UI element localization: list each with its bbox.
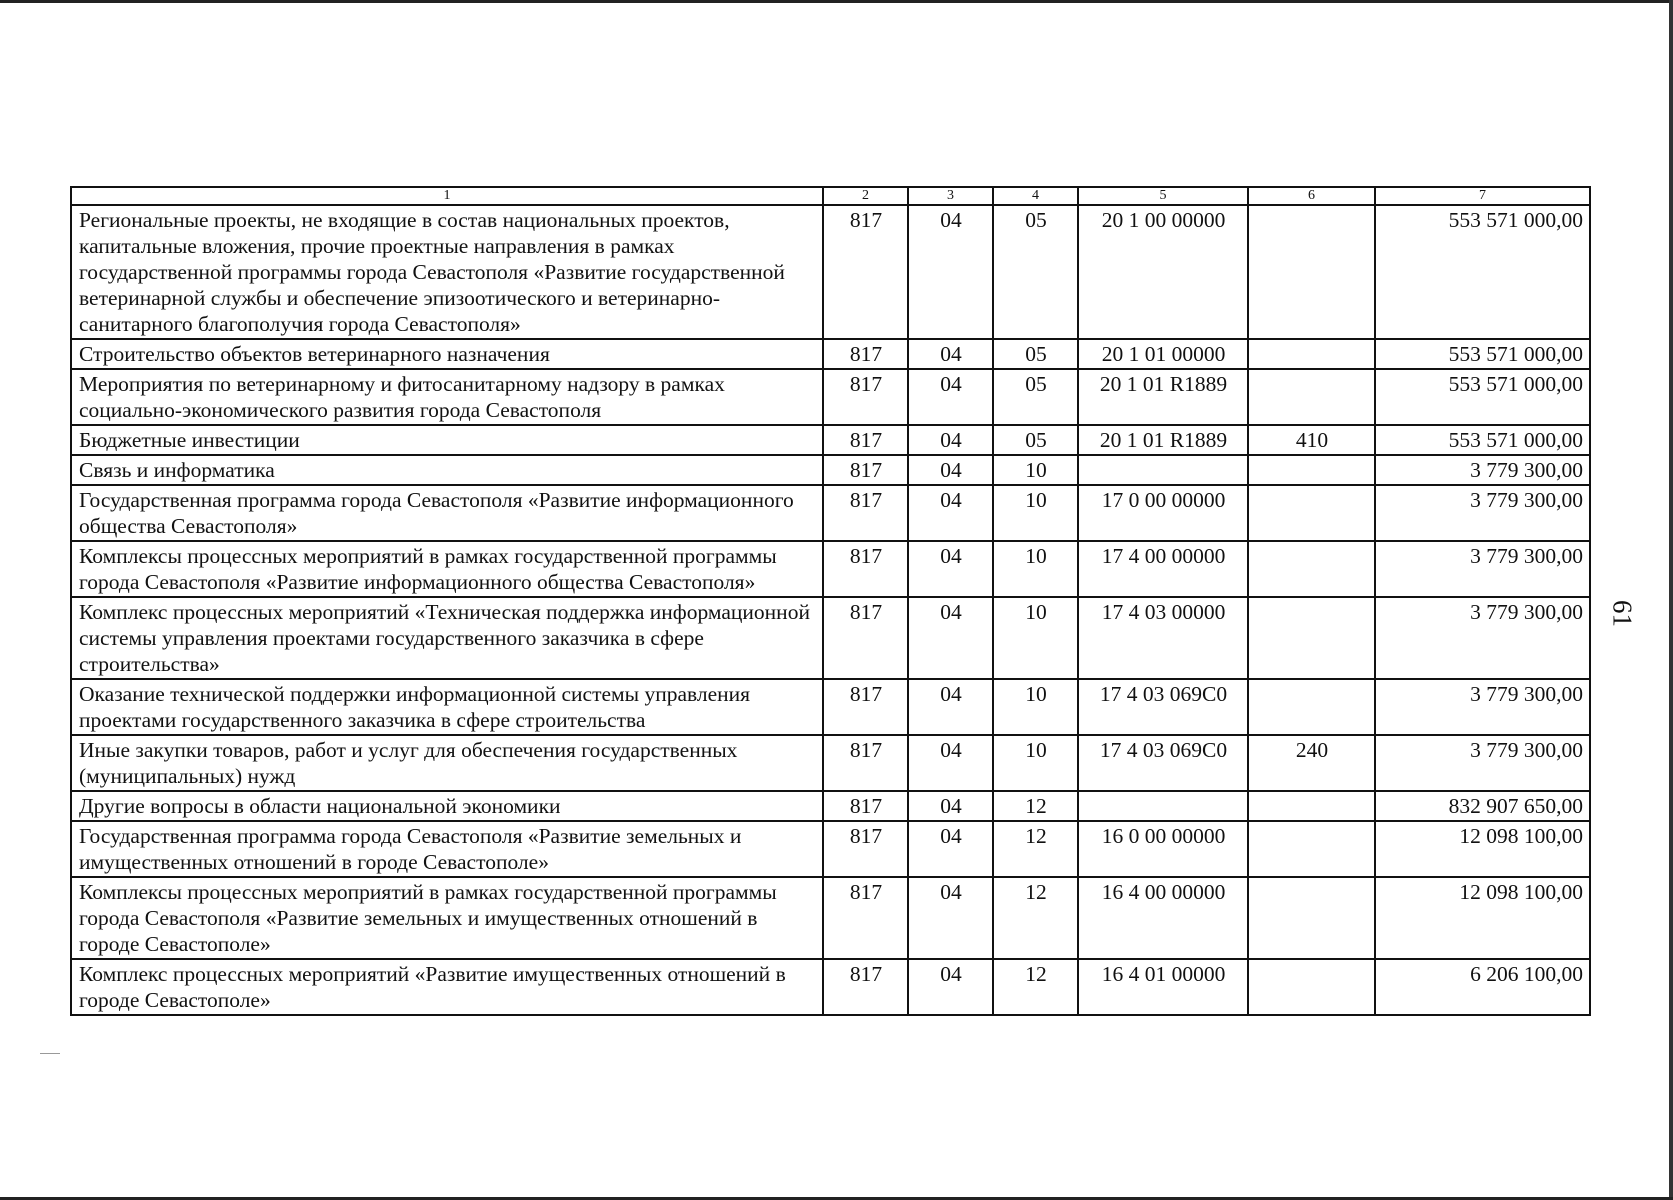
row-name-cell: Иные закупки товаров, работ и услуг для обеспечения государственных (муниципальных) нужд: [71, 735, 823, 791]
row-name-cell: Государственная программа города Севастополя «Развитие земельных и имущественных отношений в городе Севастополе»: [71, 821, 823, 877]
row-section-cell: 04: [908, 541, 993, 597]
row-section-cell: 04: [908, 205, 993, 339]
row-amount-cell: 3 779 300,00: [1375, 735, 1590, 791]
table-row: [71, 735, 1590, 791]
table-row: [71, 425, 1590, 455]
table-row: [71, 205, 1590, 339]
scan-border-right: [1669, 0, 1673, 1200]
table-row: [71, 597, 1590, 679]
scan-border-top: [0, 0, 1673, 3]
table-row: [71, 339, 1590, 369]
row-amount-cell: 3 779 300,00: [1375, 455, 1590, 485]
row-amount-cell: 3 779 300,00: [1375, 541, 1590, 597]
row-amount-cell: 553 571 000,00: [1375, 205, 1590, 339]
row-grbs-cell: 817: [823, 877, 908, 959]
column-number: 4: [993, 187, 1078, 205]
row-target-article-cell: 17 4 03 069C0: [1078, 679, 1248, 735]
row-grbs-cell: 817: [823, 959, 908, 1015]
row-grbs-cell: 817: [823, 679, 908, 735]
row-name-cell: Комплексы процессных мероприятий в рамках государственной программы города Севастополя «Развитие земельных и имущественных отношений в городе Севастополе»: [71, 877, 823, 959]
row-target-article-cell: 20 1 00 00000: [1078, 205, 1248, 339]
row-grbs-cell: 817: [823, 369, 908, 425]
row-amount-cell: 3 779 300,00: [1375, 485, 1590, 541]
row-section-cell: 04: [908, 425, 993, 455]
row-expense-type-cell: [1248, 679, 1375, 735]
row-target-article-cell: 17 4 03 069C0: [1078, 735, 1248, 791]
row-amount-cell: 553 571 000,00: [1375, 369, 1590, 425]
row-expense-type-cell: [1248, 485, 1375, 541]
row-section-cell: 04: [908, 679, 993, 735]
row-target-article-cell: 16 4 00 00000: [1078, 877, 1248, 959]
row-expense-type-cell: [1248, 541, 1375, 597]
row-subsection-cell: 12: [993, 791, 1078, 821]
budget-table-body: [71, 187, 1590, 1015]
row-grbs-cell: 817: [823, 205, 908, 339]
row-expense-type-cell: [1248, 339, 1375, 369]
row-expense-type-cell: [1248, 205, 1375, 339]
row-target-article-cell: [1078, 455, 1248, 485]
row-subsection-cell: 12: [993, 959, 1078, 1015]
row-target-article-cell: 20 1 01 00000: [1078, 339, 1248, 369]
row-section-cell: 04: [908, 369, 993, 425]
row-name-cell: Комплекс процессных мероприятий «Техническая поддержка информационной системы управления проектами государственного заказчика в сфере строительства»: [71, 597, 823, 679]
row-subsection-cell: 10: [993, 597, 1078, 679]
row-grbs-cell: 817: [823, 339, 908, 369]
row-subsection-cell: 10: [993, 455, 1078, 485]
row-subsection-cell: 05: [993, 369, 1078, 425]
table-row: [71, 455, 1590, 485]
table-row: [71, 369, 1590, 425]
row-name-cell: Другие вопросы в области национальной экономики: [71, 791, 823, 821]
row-name-cell: Мероприятия по ветеринарному и фитосанитарному надзору в рамках социально-экономического развития города Севастополя: [71, 369, 823, 425]
row-grbs-cell: 817: [823, 821, 908, 877]
row-grbs-cell: 817: [823, 735, 908, 791]
row-target-article-cell: 17 4 00 00000: [1078, 541, 1248, 597]
row-name-cell: Комплексы процессных мероприятий в рамках государственной программы города Севастополя «Развитие информационного общества Севастополя»: [71, 541, 823, 597]
row-name-cell: Комплекс процессных мероприятий «Развитие имущественных отношений в городе Севастополе»: [71, 959, 823, 1015]
row-expense-type-cell: [1248, 455, 1375, 485]
row-target-article-cell: 16 4 01 00000: [1078, 959, 1248, 1015]
row-section-cell: 04: [908, 791, 993, 821]
column-number: 1: [71, 187, 823, 205]
row-amount-cell: 12 098 100,00: [1375, 821, 1590, 877]
row-amount-cell: 12 098 100,00: [1375, 877, 1590, 959]
table-row: [71, 791, 1590, 821]
row-name-cell: Строительство объектов ветеринарного назначения: [71, 339, 823, 369]
row-subsection-cell: 05: [993, 425, 1078, 455]
row-section-cell: 04: [908, 455, 993, 485]
column-number: 7: [1375, 187, 1590, 205]
row-target-article-cell: [1078, 791, 1248, 821]
row-target-article-cell: 20 1 01 R1889: [1078, 425, 1248, 455]
row-expense-type-cell: [1248, 959, 1375, 1015]
row-name-cell: Связь и информатика: [71, 455, 823, 485]
row-subsection-cell: 10: [993, 735, 1078, 791]
row-expense-type-cell: 410: [1248, 425, 1375, 455]
table-row: [71, 485, 1590, 541]
row-expense-type-cell: [1248, 791, 1375, 821]
row-expense-type-cell: 240: [1248, 735, 1375, 791]
row-subsection-cell: 10: [993, 679, 1078, 735]
budget-table: [70, 186, 1591, 1016]
row-target-article-cell: 17 4 03 00000: [1078, 597, 1248, 679]
row-subsection-cell: 05: [993, 205, 1078, 339]
row-amount-cell: 3 779 300,00: [1375, 679, 1590, 735]
column-number: 3: [908, 187, 993, 205]
row-amount-cell: 553 571 000,00: [1375, 425, 1590, 455]
row-subsection-cell: 10: [993, 485, 1078, 541]
row-section-cell: 04: [908, 339, 993, 369]
row-target-article-cell: 20 1 01 R1889: [1078, 369, 1248, 425]
column-number: 6: [1248, 187, 1375, 205]
row-expense-type-cell: [1248, 877, 1375, 959]
row-subsection-cell: 12: [993, 877, 1078, 959]
row-name-cell: Региональные проекты, не входящие в состав национальных проектов, капитальные вложения, прочие проектные направления в рамках государственной программы города Севастополя «Развитие государственной ветеринарной службы и обеспечение эпизоотического и ветеринарно-санитарного благополучия города Севастополя»: [71, 205, 823, 339]
row-section-cell: 04: [908, 821, 993, 877]
row-target-article-cell: 16 0 00 00000: [1078, 821, 1248, 877]
row-subsection-cell: 05: [993, 339, 1078, 369]
table-row: [71, 877, 1590, 959]
page-number: 61: [1607, 600, 1638, 627]
row-subsection-cell: 12: [993, 821, 1078, 877]
table-row: [71, 821, 1590, 877]
row-grbs-cell: 817: [823, 541, 908, 597]
row-section-cell: 04: [908, 959, 993, 1015]
scan-mark: [40, 1053, 60, 1054]
row-name-cell: Государственная программа города Севастополя «Развитие информационного общества Севастополя»: [71, 485, 823, 541]
row-expense-type-cell: [1248, 369, 1375, 425]
row-grbs-cell: 817: [823, 485, 908, 541]
row-expense-type-cell: [1248, 821, 1375, 877]
row-amount-cell: 6 206 100,00: [1375, 959, 1590, 1015]
row-section-cell: 04: [908, 485, 993, 541]
table-row: [71, 959, 1590, 1015]
row-target-article-cell: 17 0 00 00000: [1078, 485, 1248, 541]
table-row: [71, 541, 1590, 597]
row-amount-cell: 553 571 000,00: [1375, 339, 1590, 369]
row-grbs-cell: 817: [823, 791, 908, 821]
row-grbs-cell: 817: [823, 425, 908, 455]
row-amount-cell: 832 907 650,00: [1375, 791, 1590, 821]
row-name-cell: Оказание технической поддержки информационной системы управления проектами государственного заказчика в сфере строительства: [71, 679, 823, 735]
row-section-cell: 04: [908, 597, 993, 679]
column-number: 2: [823, 187, 908, 205]
row-name-cell: Бюджетные инвестиции: [71, 425, 823, 455]
table-row: [71, 679, 1590, 735]
row-section-cell: 04: [908, 735, 993, 791]
row-subsection-cell: 10: [993, 541, 1078, 597]
column-number: 5: [1078, 187, 1248, 205]
row-grbs-cell: 817: [823, 455, 908, 485]
row-section-cell: 04: [908, 877, 993, 959]
row-grbs-cell: 817: [823, 597, 908, 679]
column-number-row: [71, 187, 1590, 205]
row-amount-cell: 3 779 300,00: [1375, 597, 1590, 679]
row-expense-type-cell: [1248, 597, 1375, 679]
